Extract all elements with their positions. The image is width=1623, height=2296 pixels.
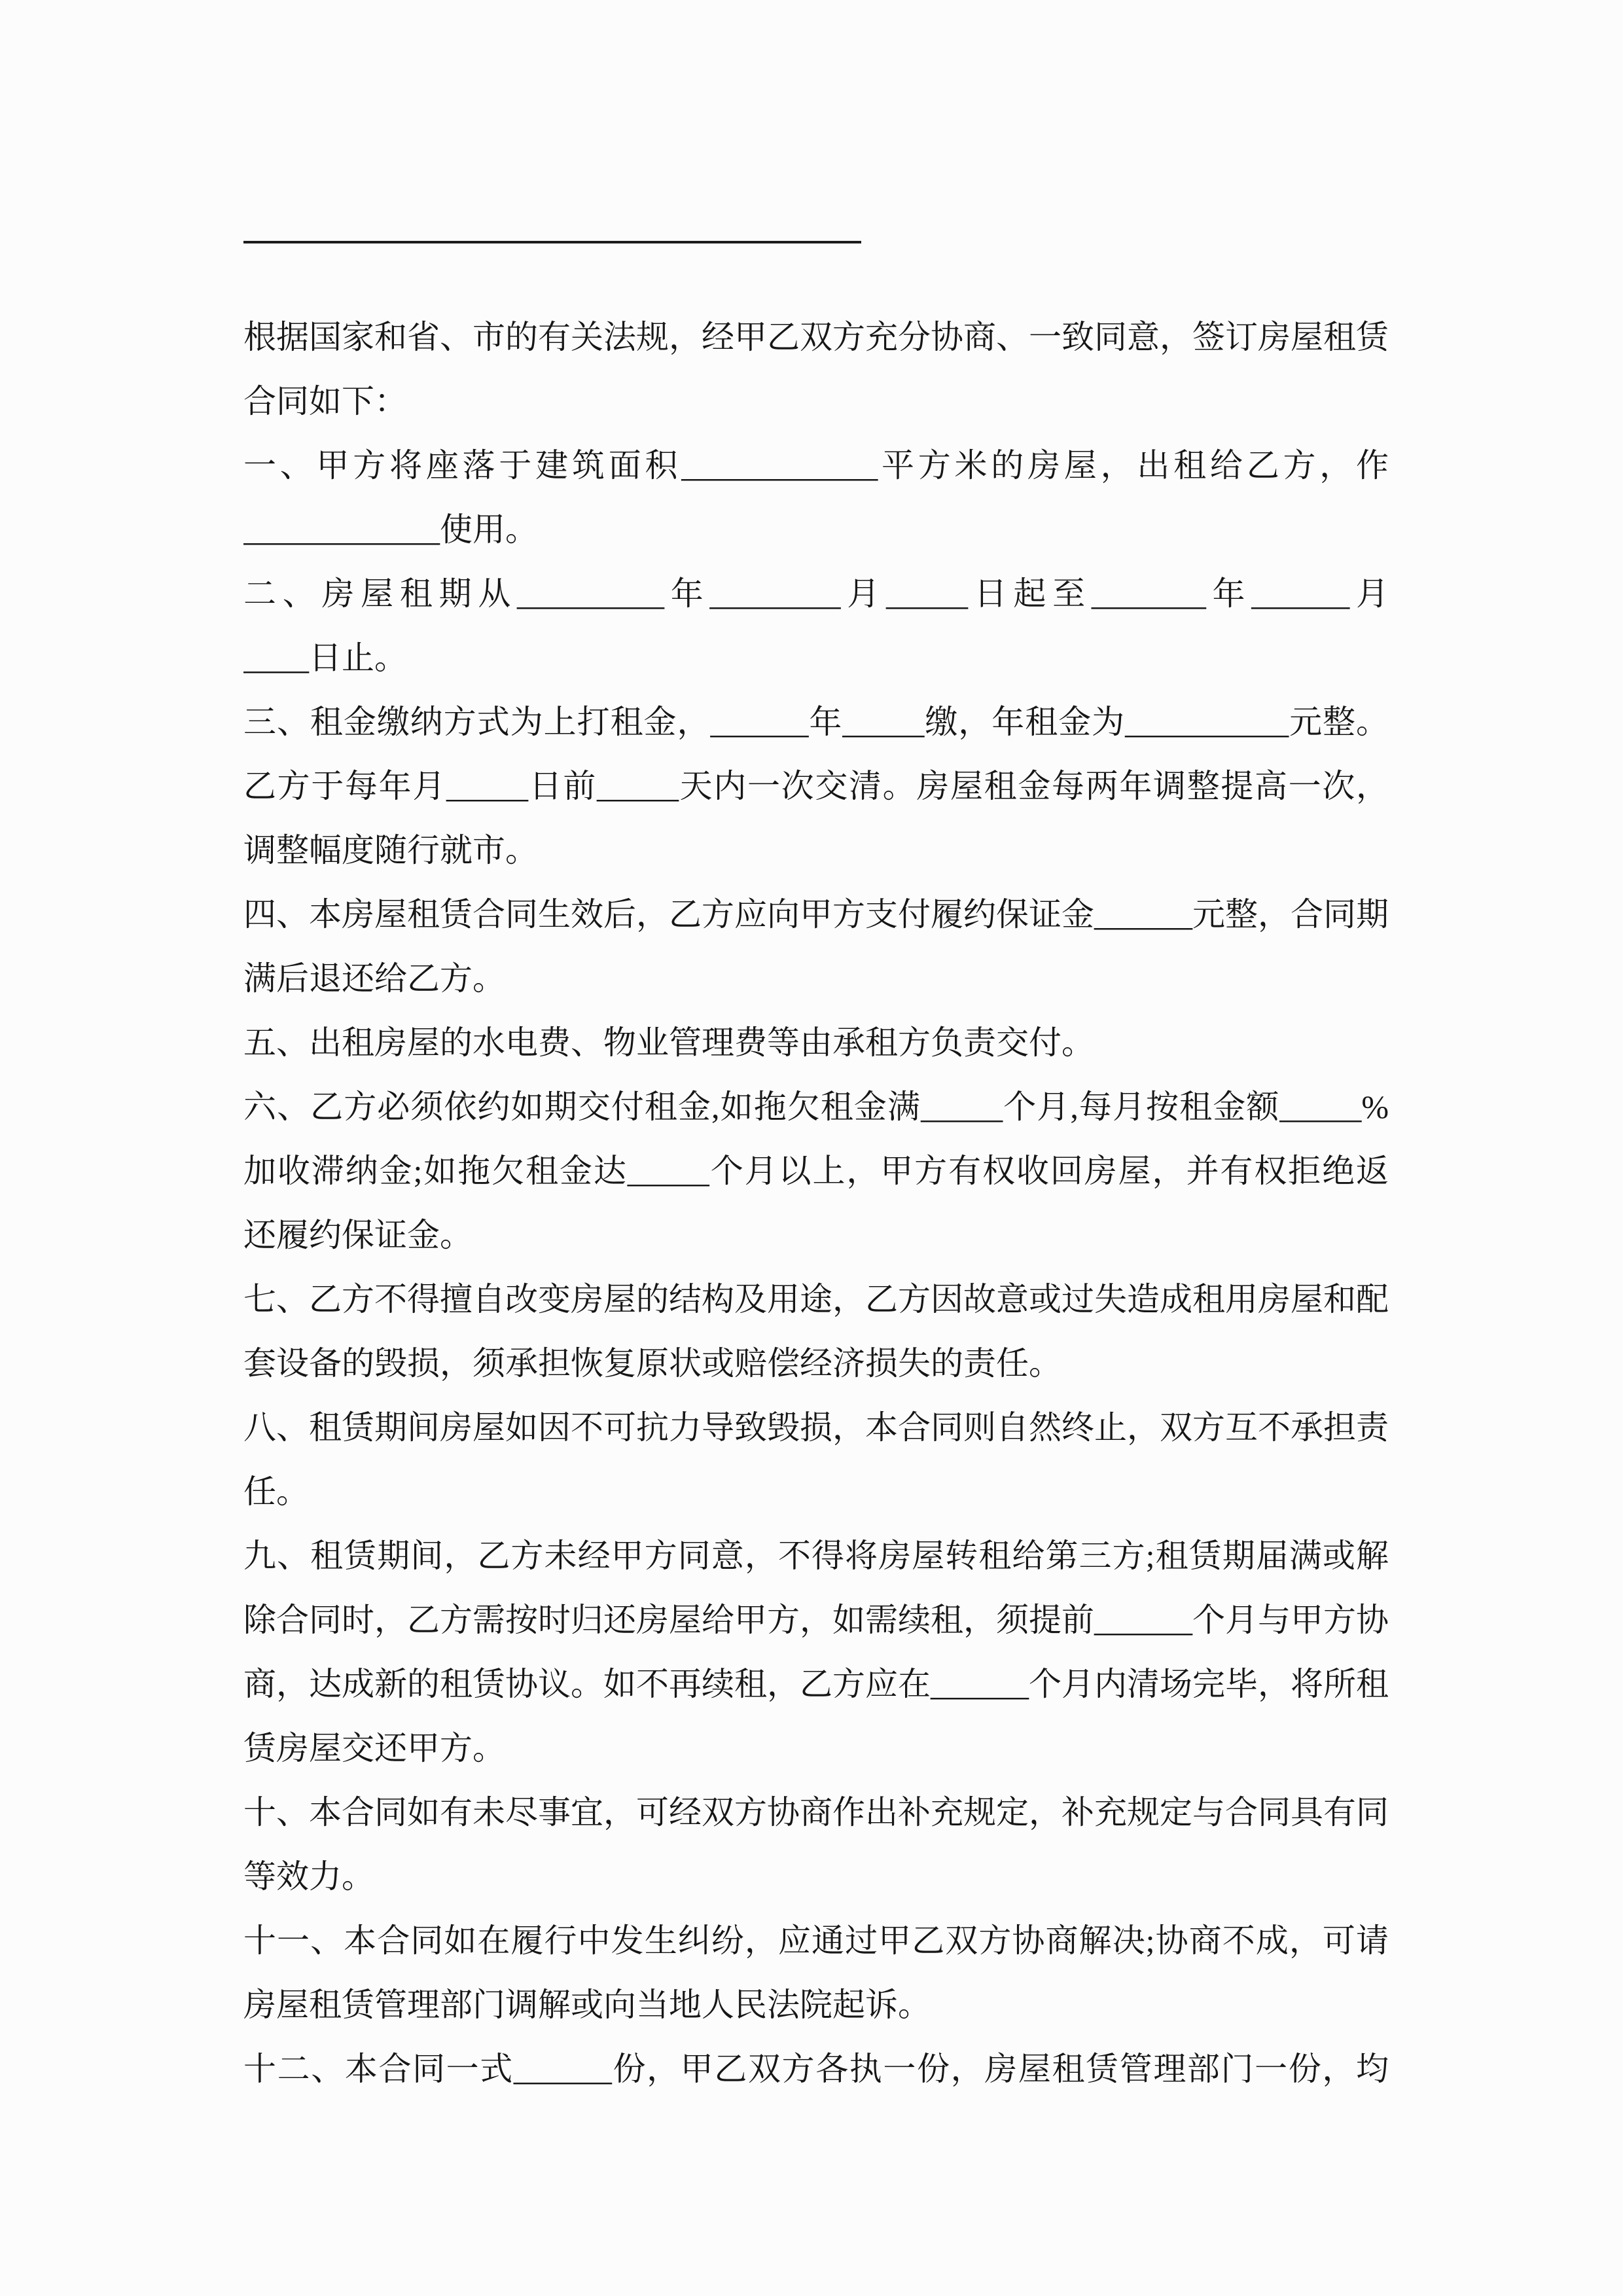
contract-line: 房屋租赁管理部门调解或向当地人民法院起诉。: [243, 1986, 931, 2023]
contract-line: 六、乙方必须依约如期交付租金,如拖欠租金满_____个月,每月按租金额_____%: [243, 1088, 1389, 1125]
contract-line: 合同如下：: [243, 383, 407, 420]
contract-line: ____________使用。: [243, 511, 538, 548]
contract-line: 十二、本合同一式______份，甲乙双方各执一份，房屋租赁管理部门一份，均: [243, 2051, 1389, 2087]
contract-line: 还履约保证金。: [243, 1217, 473, 1253]
contract-lines: [243, 305, 1389, 2101]
contract-line: 二、房屋租期从_________年________月_____日起至_______年______月: [243, 575, 1389, 612]
contract-line: 等效力。: [243, 1858, 374, 1895]
contract-line: 三、租金缴纳方式为上打租金，______年_____缴，年租金为__________元整。: [243, 704, 1389, 740]
contract-line: 加收滞纳金;如拖欠租金达_____个月以上，甲方有权收回房屋，并有权拒绝返: [243, 1153, 1389, 1189]
contract-line: ____日止。: [243, 639, 407, 676]
contract-line: 套设备的毁损，须承担恢复原状或赔偿经济损失的责任。: [243, 1345, 1061, 1382]
contract-line: 除合同时，乙方需按时归还房屋给甲方，如需续租，须提前______个月与甲方协: [243, 1602, 1389, 1638]
contract-line: 一、甲方将座落于建筑面积____________平方米的房屋，出租给乙方，作: [243, 447, 1389, 484]
contract-line: 十、本合同如有未尽事宜，可经双方协商作出补充规定，补充规定与合同具有同: [243, 1794, 1389, 1831]
contract-line: 任。: [243, 1473, 309, 1510]
contract-body: [243, 198, 1389, 2101]
contract-line: 赁房屋交还甲方。: [243, 1730, 505, 1767]
contract-line: 四、本房屋租赁合同生效后，乙方应向甲方支付履约保证金______元整，合同期: [243, 896, 1389, 933]
contract-line: 十一、本合同如在履行中发生纠纷，应通过甲乙双方协商解决;协商不成，可请: [243, 1922, 1389, 1959]
contract-line: 八、租赁期间房屋如因不可抗力导致毁损，本合同则自然终止，双方互不承担责: [243, 1409, 1389, 1446]
contract-line: 七、乙方不得擅自改变房屋的结构及用途，乙方因故意或过失造成租用房屋和配: [243, 1281, 1389, 1318]
contract-line: 乙方于每年月_____日前_____天内一次交清。房屋租金每两年调整提高一次，: [243, 768, 1389, 804]
contract-line: 根据国家和省、市的有关法规，经甲乙双方充分协商、一致同意，签订房屋租赁: [243, 319, 1389, 355]
title-blank-line: [243, 241, 1389, 305]
contract-line: 满后退还给乙方。: [243, 960, 505, 997]
contract-line: 商，达成新的租赁协议。如不再续租，乙方应在______个月内清场完毕，将所租: [243, 1666, 1389, 1702]
contract-line: 调整幅度随行就市。: [243, 832, 538, 869]
blank-underline: [243, 241, 861, 243]
contract-line: 五、出租房屋的水电费、物业管理费等由承租方负责交付。: [243, 1024, 1094, 1061]
contract-line: 九、租赁期间，乙方未经甲方同意，不得将房屋转租给第三方;租赁期届满或解: [243, 1537, 1389, 1574]
